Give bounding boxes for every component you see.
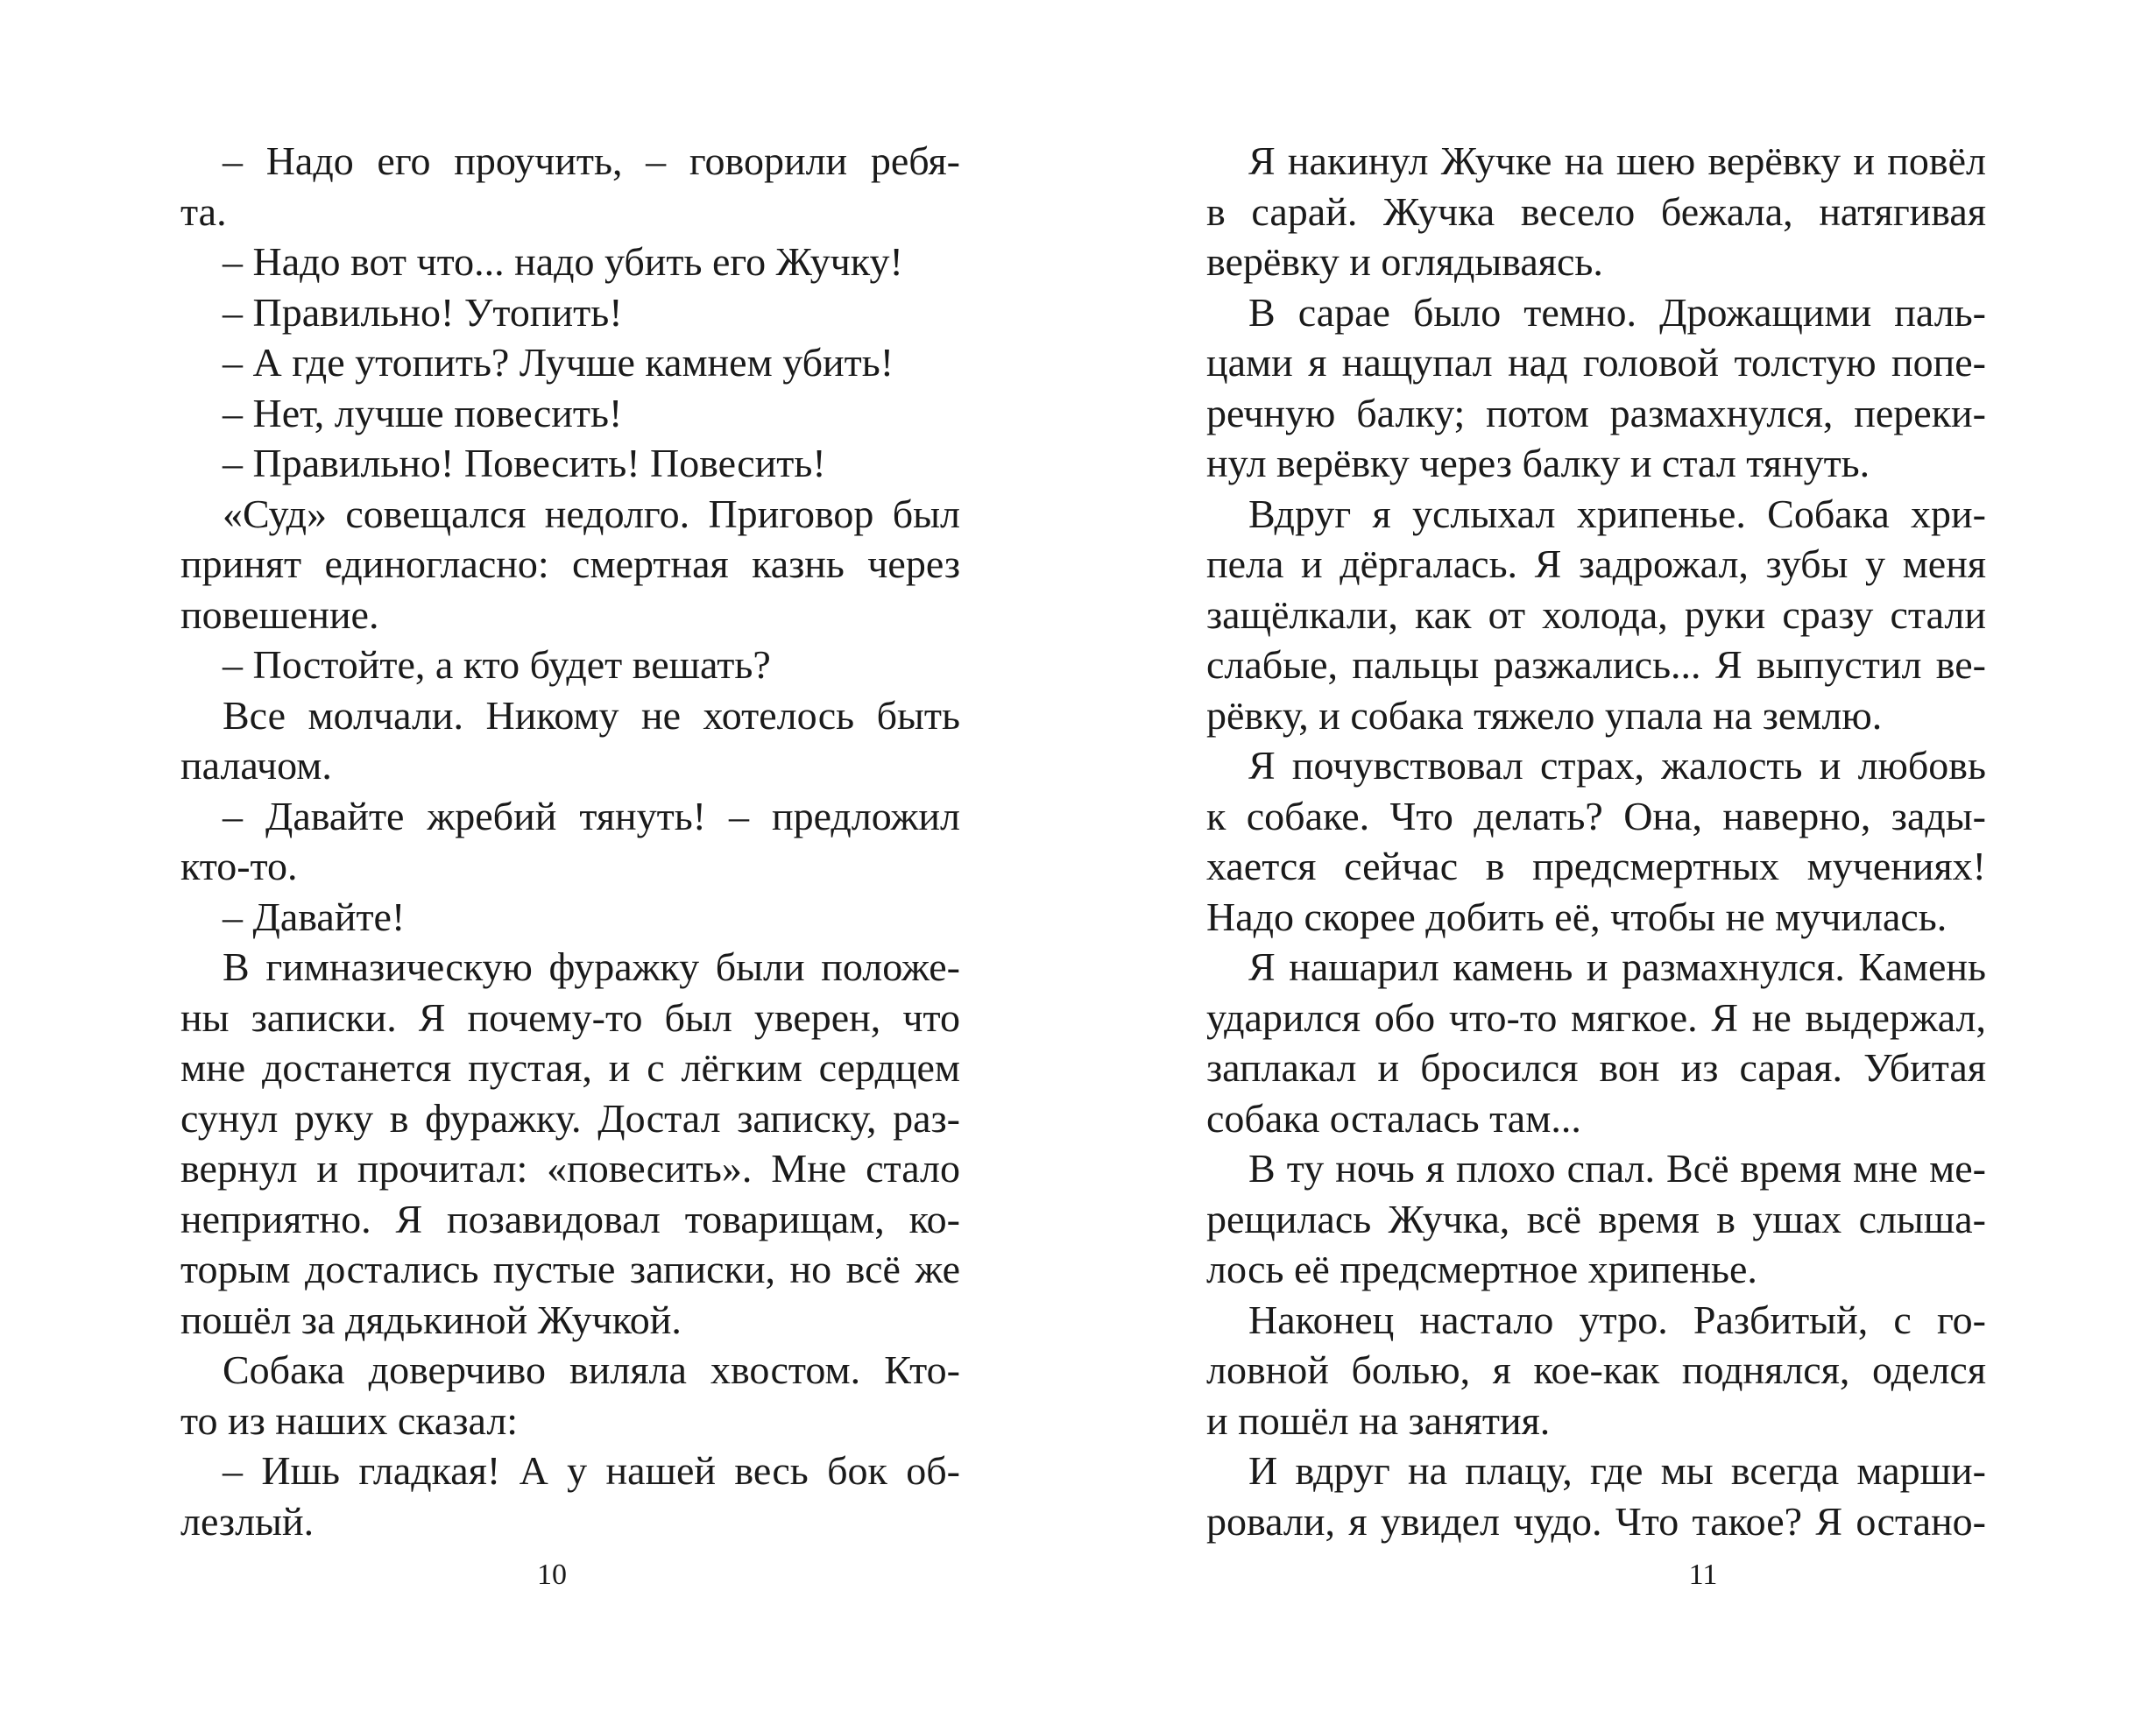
text-line: Я накинул Жучке на шею верёвку и повёл bbox=[1248, 138, 1986, 183]
text-line: – Надо его проучить, – говорили ребя- bbox=[223, 138, 960, 183]
text-line: – А где утопить? Лучше камнем убить! bbox=[223, 340, 894, 385]
text-line: И вдруг на плацу, где мы всегда марши- bbox=[1248, 1448, 1986, 1493]
text-line: – Правильно! Повесить! Повесить! bbox=[223, 441, 826, 485]
text-line: Я нашарил камень и размахнулся. Камень bbox=[1248, 944, 1986, 989]
text-line: и пошёл на занятия. bbox=[1206, 1397, 1551, 1443]
text-line: Наконец настало утро. Разбитый, с го- bbox=[1248, 1297, 1986, 1342]
text-line: – Давайте! bbox=[223, 894, 406, 939]
text-line: В гимназическую фуражку были положе- bbox=[223, 944, 960, 989]
text-line: в сарай. Жучка весело бежала, натягивая bbox=[1206, 188, 1986, 234]
text-line: – Давайте жребий тянуть! – предложил bbox=[223, 793, 960, 838]
text-line: нул верёвку через балку и стал тянуть. bbox=[1206, 441, 1870, 485]
text-line: сунул руку в фуражку. Достал записку, раз- bbox=[180, 1095, 960, 1141]
text-line: то из наших сказал: bbox=[180, 1397, 519, 1443]
page-number: 10 bbox=[537, 1559, 567, 1591]
right-page-text bbox=[1206, 136, 1986, 1546]
text-line: неприятно. Я позавидовал товарищам, ко- bbox=[180, 1196, 960, 1241]
page-number: 11 bbox=[1688, 1559, 1718, 1591]
text-line: верёвку и оглядываясь. bbox=[1206, 239, 1603, 284]
left-page-text bbox=[180, 136, 960, 1546]
text-line: та. bbox=[180, 188, 227, 234]
text-line: – Постойте, а кто будет вешать? bbox=[223, 642, 771, 687]
text-line: ударился обо что-то мягкое. Я не выдержал, bbox=[1206, 994, 1986, 1040]
text-line: Собака доверчиво виляла хвостом. Кто- bbox=[223, 1347, 960, 1392]
text-line: слабые, пальцы разжались... Я выпустил ве- bbox=[1206, 642, 1986, 687]
text-line: цами я нащупал над головой толстую попе- bbox=[1206, 340, 1986, 385]
text-line: «Суд» совещался недолго. Приговор был bbox=[223, 491, 960, 536]
text-line: ловной болью, я кое-как поднялся, оделся bbox=[1206, 1347, 1986, 1392]
text-line: В ту ночь я плохо спал. Всё время мне ме- bbox=[1248, 1146, 1986, 1191]
text-line: рёвку, и собака тяжело упала на землю. bbox=[1206, 692, 1883, 738]
text-line: вернул и прочитал: «повесить». Мне стало bbox=[180, 1146, 960, 1191]
text-line: кто-то. bbox=[180, 844, 298, 888]
right-page bbox=[1078, 0, 2156, 1725]
text-line: мне достанется пустая, и с лёгким сердцем bbox=[180, 1045, 960, 1090]
text-line: речную балку; потом размахнулся, переки- bbox=[1206, 390, 1986, 435]
text-line: рещилась Жучка, всё время в ушах слыша- bbox=[1206, 1196, 1986, 1241]
text-line: ровали, я увидел чудо. Что такое? Я остано- bbox=[1206, 1498, 1986, 1544]
text-line: лезлый. bbox=[180, 1498, 315, 1544]
text-line: повешение. bbox=[180, 591, 379, 637]
text-line: защёлкали, как от холода, руки сразу стали bbox=[1206, 591, 1986, 637]
text-line: принят единогласно: смертная казнь через bbox=[180, 541, 960, 586]
text-line: – Ишь гладкая! А у нашей весь бок об- bbox=[223, 1448, 960, 1493]
text-line: Я почувствовал страх, жалость и любовь bbox=[1248, 743, 1986, 788]
text-line: – Надо вот что... надо убить его Жучку! bbox=[223, 239, 903, 284]
text-line: пошёл за дядькиной Жучкой. bbox=[180, 1297, 682, 1342]
text-line: – Нет, лучше повесить! bbox=[223, 390, 623, 435]
text-line: пела и дёргалась. Я задрожал, зубы у меня bbox=[1206, 541, 1986, 586]
text-line: к собаке. Что делать? Она, наверно, зады- bbox=[1206, 793, 1986, 838]
text-line: хается сейчас в предсмертных мучениях! bbox=[1206, 844, 1986, 888]
text-line: заплакал и бросился вон из сарая. Убитая bbox=[1206, 1045, 1986, 1090]
text-line: В сарае было темно. Дрожащими паль- bbox=[1248, 289, 1986, 335]
text-line: Надо скорее добить её, чтобы не мучилась. bbox=[1206, 894, 1947, 939]
text-line: палачом. bbox=[180, 743, 332, 788]
text-line: лось её предсмертное хрипенье. bbox=[1206, 1247, 1757, 1291]
text-line: – Правильно! Утопить! bbox=[223, 289, 623, 335]
text-line: Вдруг я услыхал хрипенье. Собака хри- bbox=[1248, 491, 1986, 536]
text-line: Все молчали. Никому не хотелось быть bbox=[223, 692, 960, 738]
text-line: ны записки. Я почему-то был уверен, что bbox=[180, 994, 960, 1040]
text-line: торым достались пустые записки, но всё же bbox=[180, 1247, 960, 1291]
text-line: собака осталась там... bbox=[1206, 1095, 1581, 1141]
